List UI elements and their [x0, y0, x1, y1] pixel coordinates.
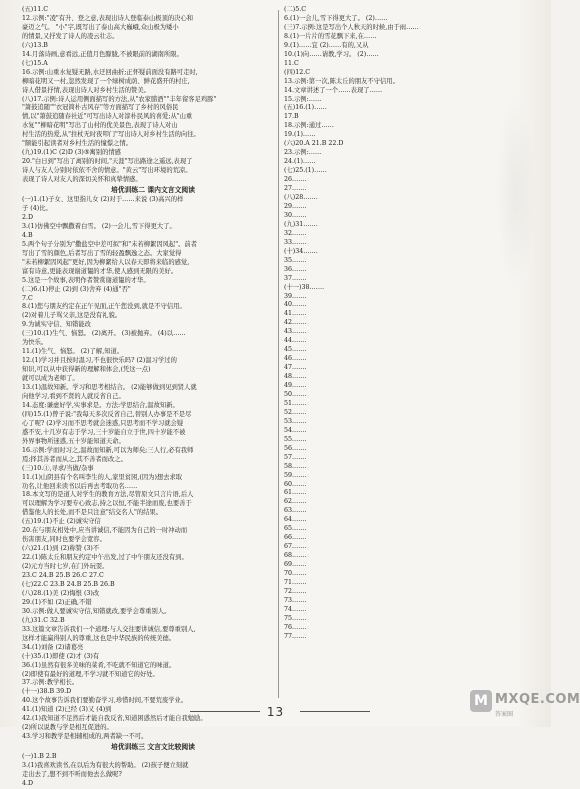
answer-line: 46.…… — [284, 355, 307, 363]
answer-line: 15.示例:…… — [284, 95, 322, 103]
answer-line: 表现了诗人对友人的深切关怀和真挚情感。 — [22, 176, 142, 184]
answer-line: 18.本文写的是道人对学生的教育方法,尽管原文只言片语,后人 — [22, 491, 194, 499]
answer-line: (九)31.…… — [284, 220, 318, 228]
answer-line: 73.…… — [284, 596, 307, 604]
answer-line: (一)1.(1)子女、这里指儿女 (2)对于……来说 (3)高兴的样 — [22, 196, 184, 204]
answer-line: 诗人与友人分别时依依不舍的情意。"黄云"写出环境的荒凉。 — [22, 167, 192, 175]
answer-line: 9.(1)……宜 (2)……有的,又从 — [284, 41, 369, 49]
answer-line: 为快乐。 — [22, 339, 48, 347]
answer-line: 向他学习,看到不贤的人就反省自己。 — [22, 392, 125, 400]
answer-line: 24.(1)…… — [284, 158, 316, 166]
answer-line: 35.…… — [284, 256, 307, 264]
answer-line: 65.…… — [284, 525, 307, 533]
answer-line: 14.文章讲述了一个……表现了…… — [284, 86, 383, 94]
answer-line: 14.月落诗画,意看远,正值月色朦胧,不被眼前的湖南所限。 — [22, 50, 183, 58]
answer-line: 63.…… — [284, 507, 307, 515]
answer-line: 这样才能赢得别人的尊重,这也是中华民族的传统美德。 — [22, 634, 176, 642]
answer-line: (2)所以说教与学是相互促进的。 — [22, 724, 113, 732]
answer-line: 16.示例:山重水复疑无路,水迂回曲折;正怀疑前面没有路可走时, — [22, 68, 198, 76]
page-number: 13 — [266, 705, 285, 719]
site-watermark — [470, 688, 580, 722]
section-heading: 培优训练三 文言文比较阅读 — [111, 743, 195, 752]
answer-line: 豪迈之气。 "小"字,既写出了泰山高大巍峨,众山极为矮小 — [22, 23, 179, 31]
answer-line: 29.(1)不如 (2)正确,不错 — [22, 598, 92, 606]
answer-line: 67.…… — [284, 543, 307, 551]
answer-line: (三)10.①,寻求/当做/杂事 — [22, 464, 94, 472]
answer-line: (六)13.B — [22, 41, 48, 49]
answer-line: 50.…… — [284, 390, 307, 398]
answer-line: (八)28.(1)美 (2)悔恨 (3)改 — [22, 589, 100, 597]
answer-line: (十)35.(1)即使 (2)才 (3)有 — [22, 652, 100, 660]
answer-line: 焉;择其善者而从之,其不善者而改之。 — [22, 455, 127, 463]
watermark-logo-icon: M — [470, 690, 492, 712]
answer-line: 5.这是一个故事,表明作者赞赏谢道韫的才华。 — [22, 276, 150, 284]
answer-line: (二)5.C — [284, 6, 307, 13]
answer-line: 55.…… — [284, 435, 307, 443]
answer-line: 62.…… — [284, 498, 307, 506]
answer-line: 56.…… — [284, 444, 307, 452]
answer-line: 51.…… — [284, 399, 307, 407]
answer-line: (七)22.C 23.B 24.B 25.B 26.B — [22, 581, 115, 588]
answer-line: 7.C — [22, 294, 33, 302]
section-heading: 培优训练二 课内文言文阅读 — [111, 186, 195, 195]
answer-line: 可以理解为学习要专心致志,持之以恒,不能半途而废,也要善于 — [22, 500, 192, 508]
answer-line: 8.(1)您与朋友约定在正午见面,正午您没到,就是不守信用。 — [22, 303, 186, 311]
answer-line: 23.示例:…… — [284, 149, 322, 157]
answer-line: 2.D — [22, 213, 34, 221]
answer-line: 42.…… — [284, 319, 307, 327]
answer-line: 11.C — [284, 59, 299, 67]
answer-line: 水复""柳暗花明"写出了山村的优美景色,表现了诗人对山 — [22, 122, 178, 130]
answer-line: 41.…… — [284, 310, 307, 318]
answer-line: (六)21.(1)到 (2)称赞 (3)不 — [22, 545, 100, 553]
answer-line: 30.…… — [284, 211, 307, 219]
answer-line: 就可以成为老师了。 — [22, 375, 79, 383]
answer-line: 14.态度:谦虚好学,实事求是。方法:学思结合,温故知新。 — [22, 401, 179, 409]
answer-line: 知识,可以从中获得新的理解和体会,(凭这一点) — [22, 366, 151, 374]
answer-line: 39.…… — [284, 292, 307, 300]
answer-line: 走出去了,想不到不听而他去么做呢? — [22, 771, 122, 779]
answer-line: 36.…… — [284, 265, 307, 273]
answer-line: 13.示例:第一次,陈太丘的朋友不守信用。 — [284, 77, 399, 85]
answer-line: 70.…… — [284, 570, 307, 578]
answer-line: 72.…… — [284, 587, 307, 595]
answer-line: 6.(1)一会儿,雪下得更大了。 (2)…… — [284, 14, 388, 22]
answer-line: (五)19.(1)不止 (2)诚实守信 — [22, 518, 101, 526]
answer-line: 20.在与朋友相处中,应当讲诚信,不能因为自己的一时冲动而 — [22, 527, 188, 535]
answer-line: (十一)38.B 39.D — [22, 688, 72, 696]
answer-line: 75.…… — [284, 614, 307, 622]
answer-line: 30.示例:做人要诚实守信,知错就改,要学会尊重别人。 — [22, 607, 171, 615]
answer-line: 12.示例:"凌"有升、登之意,表现出诗人登临泰山极顶的决心和 — [22, 14, 194, 22]
answer-line: 20."白日到"写出了离别的时间,"天涯"写出路途之遥远,表现了 — [22, 158, 193, 166]
answer-line: 10.(1)向……请教,学习。 (2)…… — [284, 50, 379, 58]
answer-line: (2)元方当时七岁,在门外玩耍。 — [22, 563, 109, 571]
answer-line: 子 (4)比。 — [22, 204, 52, 212]
watermark-subtext: 答案圈 — [495, 711, 514, 718]
answer-line: (八)17.示例:诗人运用侧面描写的方法,从"农家腊酒""丰年留客足鸡豚" — [22, 95, 217, 103]
answer-line: (三)10.(1)生气、恼怒。 (2)离开。 (3)被抛弃。 (4)以…… — [22, 330, 186, 338]
answer-line: 44.…… — [284, 337, 307, 345]
answer-line: (二)6.(1)停止 (2)到 (3)舍弃 (4)通"否" — [22, 285, 131, 293]
answer-line: 58.…… — [284, 462, 307, 470]
answer-line: 18.示例:通过…… — [284, 122, 334, 130]
answer-line: (五)16.(1)…… — [284, 104, 327, 112]
answer-line: 11.(1)生气、恼怒。 (2)了解,知道。 — [22, 348, 124, 356]
answer-line: "箫鼓追随""衣冠简朴古风存"等方面描写了乡村的风俗民 — [22, 104, 179, 112]
right-column — [284, 6, 546, 700]
answer-line: (三)7.示例:这是写出个人秋天的时候,由于雨…… — [284, 23, 419, 31]
answer-line: 66.…… — [284, 534, 307, 542]
answer-line: 57.…… — [284, 453, 307, 461]
answer-line: 8.(1)一片片的雪花飘下来,在…… — [284, 32, 377, 40]
answer-line: 34.(1)刘备 (2)诸葛亮 — [22, 643, 84, 651]
answer-line: (十)34.…… — [284, 247, 318, 255]
answer-line: 33.这篇文章告诉我们一个道理:与人交往要讲诚信,要尊重别人, — [22, 625, 196, 633]
answer-line: (十一)38.…… — [284, 283, 325, 291]
column-divider — [278, 10, 279, 698]
answer-line: 54.…… — [284, 426, 307, 434]
answer-line: (一)1.B 2.B — [22, 753, 57, 761]
answer-line: 5.两个句子分别为"撒盐空中差可拟"和"未若柳絮因风起"。前者 — [22, 240, 198, 248]
answer-line: 42.(1)我知道不足然后才能自我反省,知道困惑然后才能自我勉励。 — [22, 715, 207, 723]
answer-line: 32.…… — [284, 229, 307, 237]
answer-line: 柳暗花明又一村,忽然发现了一个绿树成荫、鲜花盛开的村庄, — [22, 77, 190, 85]
answer-line: 16.示例:学而时习之,温故而知新,可以为师矣;三人行,必有我师 — [22, 446, 194, 454]
answer-line: 23.C 24.B 25.B 26.C 27.C — [22, 572, 104, 580]
answer-line: 41.(1)知道 (2)已经 (3)又 (4)到 — [22, 706, 112, 714]
answer-line: 37.示例:教学相长。 — [22, 679, 79, 687]
answer-line: (2)即使有最好的道理,不学习就不知道它的好处。 — [22, 670, 159, 678]
answer-line: "颇能引起读者对乡村生活的憧憬之情。 — [22, 140, 132, 148]
watermark-text: MXQE.COM — [495, 692, 580, 707]
answer-line: (五)11.C — [22, 6, 49, 13]
answer-line: (六)20.A 21.B 22.D — [284, 140, 344, 148]
answer-line: 40.…… — [284, 301, 307, 309]
answer-line: 心了呢? (2)学习而不思考就会迷惑,只思考而不学习就会疑 — [22, 419, 184, 427]
answer-line: 29.…… — [284, 202, 307, 210]
answer-line: 69.…… — [284, 561, 307, 569]
answer-line: 的情景,又抒发了诗人的凌云壮志。 — [22, 32, 119, 40]
left-column — [22, 6, 284, 787]
answer-line: 77.…… — [284, 632, 307, 640]
answer-line: 45.…… — [284, 346, 307, 354]
answer-line: 功名,让他回来读书以后再去考取功名…… — [22, 482, 138, 490]
answer-line: 61.…… — [284, 489, 307, 497]
answer-line: (2)对着儿子骂父亲,这是没有礼貌。 — [22, 312, 122, 320]
answer-line: (七)25.(1)…… — [284, 167, 327, 175]
answer-line: 43.…… — [284, 328, 307, 336]
answer-line: 59.…… — [284, 471, 307, 479]
answer-line: 76.…… — [284, 623, 307, 631]
answer-line: 4.B — [22, 231, 33, 239]
answer-line: 9.为诚实守信、知错能改 — [22, 321, 91, 329]
answer-line: (九)31.C 32.B — [22, 616, 65, 624]
answer-line: 64.…… — [284, 516, 307, 524]
answer-line: 26.…… — [284, 176, 307, 184]
answer-line: (七)15.A — [22, 59, 48, 67]
answer-line: 40.这个故事告诉我们要勤奋学习,珍惜时间,不要荒废学业。 — [22, 697, 188, 705]
answer-line: 借鉴他人的长处,而不是只注意"结交名人"的结果。 — [22, 509, 163, 517]
answer-line: 22.(1)陈太丘和朋友约定中午出发,过了中午朋友还没有到。 — [22, 554, 188, 562]
answer-line: 17.B — [284, 113, 299, 121]
answer-line: 53.…… — [284, 417, 307, 425]
answer-line: 19.(1)…… — [284, 131, 316, 139]
answer-line: (四)12.C — [284, 68, 311, 76]
answer-line: (九)19.(1)C (2)D (3)⑤寓别的情感 — [22, 149, 121, 157]
answer-line: 4.D — [22, 779, 34, 787]
answer-line: 49.…… — [284, 382, 307, 390]
answer-line: 68.…… — [284, 552, 307, 560]
answer-line: 43.学习和教学是相辅相成的,两者缺一不可。 — [22, 733, 148, 741]
answer-line: 71.…… — [284, 579, 307, 586]
answer-line: 27.…… — [284, 185, 307, 193]
answer-line: 写出了雪的颜色,后者写出了雪的轻盈飘逸之态。大家觉得 — [22, 249, 182, 257]
answer-line: 13.(1)温故知新。学习和思考相结合。 (2)能够做到见到贤人就 — [22, 384, 197, 392]
answer-line: (四)15.(1)曾子说:"我每天多次反省自己,替别人办事是不是尽 — [22, 410, 192, 418]
answer-line: 村生活的热爱,从"拄杖无时夜叩门"写出诗人对乡村生活的向往。 — [22, 131, 200, 139]
answer-line: 74.…… — [284, 605, 307, 613]
answer-line: 60.…… — [284, 480, 307, 488]
answer-line: 外界事物所迷惑,五十岁能知道天命。 — [22, 437, 125, 445]
answer-line: 11.(1)山阴县有个名叫李生的人,家里贫困,(因为)想去求取 — [22, 473, 183, 481]
answer-line: 48.…… — [284, 373, 307, 381]
answer-line: 3.(1)我喜欢读书,在以后为有很大的帮助。 (2)孩子便立刻就 — [22, 762, 189, 770]
answer-line: 富有诗意,更能表现谢道韫的才华,使人感到无限的美好。 — [22, 267, 178, 275]
answer-line: 37.…… — [284, 274, 307, 282]
answer-line: (八)28.…… — [284, 194, 318, 202]
answer-line: 36.(1)虽然有很多美味的菜肴,不吃就不知道它的味道。 — [22, 661, 176, 669]
answer-line: 52.…… — [284, 408, 307, 416]
answer-line: 12.(1)学习并且按时温习,不也很快乐吗? (2)温习学过的 — [22, 357, 177, 365]
answer-line: 47.…… — [284, 364, 307, 372]
answer-line: 伤害朋友,同时也要学会宽容。 — [22, 536, 106, 544]
answer-line: 3.(1)仿佛空中飘撒着白雪。 (2)一会儿,雪下得更大了。 — [22, 222, 176, 230]
footer-rule-right — [300, 711, 370, 712]
answer-line: 33.…… — [284, 238, 307, 246]
answer-line: 情,以"箫鼓追随春社近"可写出诗人对淳朴民风的喜爱;从"山重 — [22, 113, 193, 121]
answer-line: 诗人借景抒情,表现出诗人对乡村生活的赞美。 — [22, 86, 150, 94]
answer-line: "未若柳絮因风起"更好,因为柳絮给人以春天即将来临的感觉, — [22, 258, 190, 266]
answer-line: 惑不安,十几岁有志于学习,三十岁能自立于世,四十岁能不被 — [22, 428, 186, 436]
